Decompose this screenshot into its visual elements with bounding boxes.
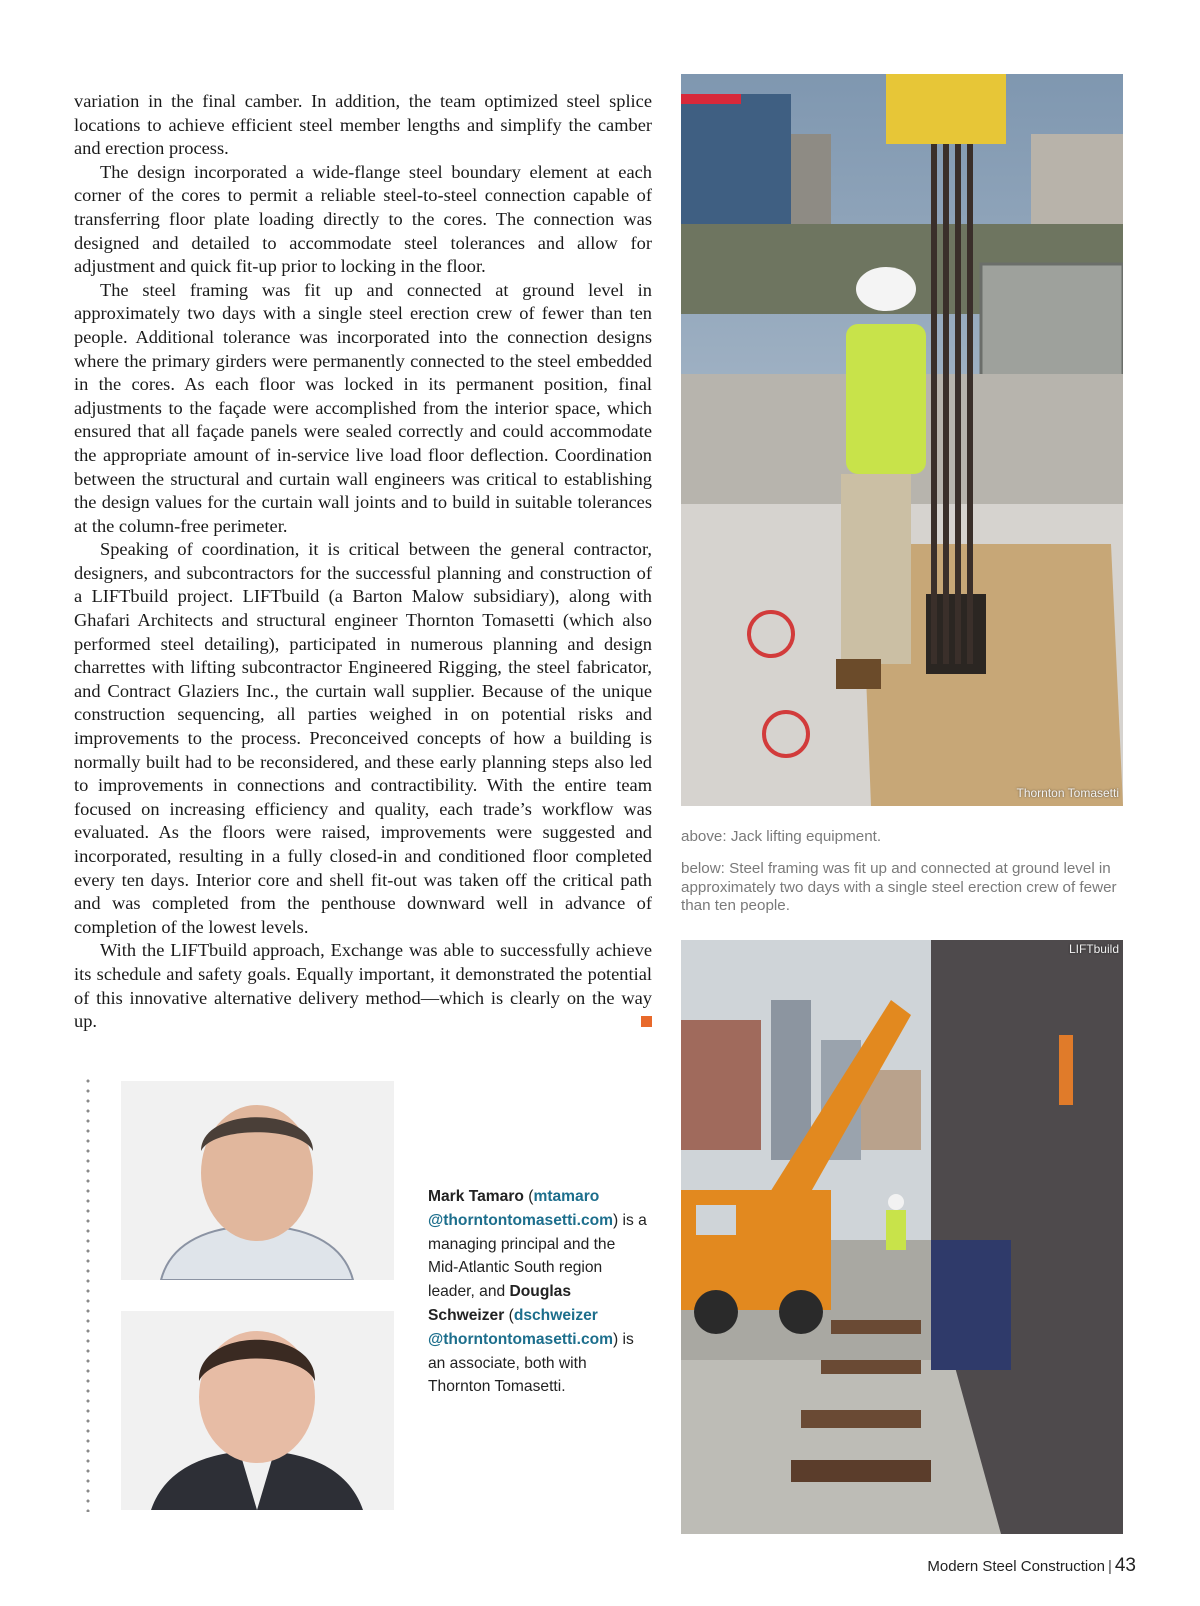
photo-credit: LIFTbuild: [1068, 942, 1119, 956]
steel-framing-illustration: [681, 940, 1123, 1534]
end-of-article-mark: [641, 1016, 652, 1027]
photo-credit: Thornton Tomasetti: [1016, 786, 1119, 800]
name-part: Schweizer: [428, 1306, 505, 1324]
author-role: is a managing principal and the Mid-Atlantic South region leader, and: [428, 1211, 647, 1301]
email-part: @thorntontomasetti.com: [428, 1330, 614, 1348]
paragraph-text: With the LIFTbuild approach, Exchange was able to successfully achieve its schedule and safety goals. Equally important, it demonstrated the potential of this innovative alternative delivery method—which is clearly on the way up.: [74, 940, 652, 1032]
headshot-illustration: [121, 1081, 394, 1280]
email-part: @thorntontomasetti.com: [428, 1211, 614, 1229]
author-bio: Mark Tamaro (mtamaro @thorntontomasetti.com) is a managing principal and the Mid-Atlantic South region leader, and Douglas Schweizer (dschweizer @thorntontomasetti.com) is an associate, both with Thornton Tomasetti.: [428, 1188, 647, 1396]
dotted-rule: [86, 1076, 90, 1512]
footer-divider: |: [1107, 1558, 1112, 1575]
author-name: Mark Tamaro: [428, 1188, 524, 1205]
author-photo-tamaro: [121, 1081, 394, 1280]
caption-above: above: Jack lifting equipment.: [681, 828, 882, 845]
email-part: mtamaro: [533, 1188, 600, 1205]
caption-below: below: Steel framing was fit up and connected at ground level in approximately two days with a single steel erection crew of fewer than ten people.: [681, 860, 1117, 915]
email-part: dschweizer: [513, 1306, 598, 1324]
paragraph: The steel framing was fit up and connected at ground level in approximately two days with a single steel erection crew of fewer than ten people. Additional tolerance was incorporated into the connection designs where the primary girders were permanently connected to the steel embedded in the cores. As each floor was locked in its permanent position, final adjustments to the façade were accomplished from the interior space, which ensured that all façade panels were sealed correctly and could accommodate the appropriate amount of in-service live load floor deflection. Coordination between the structural and curtain wall engineers was critical to establishing the design values for the curtain wall joints and to build in suitable tolerances at the column-free perimeter.: [74, 279, 652, 536]
publication-name: Modern Steel Construction: [927, 1558, 1105, 1575]
name-part: Douglas: [509, 1283, 572, 1301]
page-number: 43: [1114, 1555, 1136, 1576]
author-role: is an associate, both with Thornton Tomasetti.: [428, 1330, 634, 1396]
article-body: [74, 90, 652, 1034]
jack-lifting-illustration: [681, 74, 1123, 806]
paragraph-last: [74, 939, 652, 1033]
page-footer: [927, 1555, 1136, 1577]
author-photo-schweizer: [121, 1311, 394, 1510]
paragraph: Speaking of coordination, it is critical between the general contractor, designers, and subcontractors for the successful planning and construction of a LIFTbuild project. LIFTbuild (a Barton Malow subsidiary), along with Ghafari Architects and structural engineer Thornton Tomasetti (which also performed steel detailing), participated in numerous planning and design charrettes with lifting subcontractor Engineered Rigging, the steel fabricator, and Contract Glaziers Inc., the curtain wall supplier. Because of the unique construction sequencing, all parties weighed in on potential risks and improvements to the process. Preconceived concepts of how a building is normally built had to be reconsidered, and these early planning steps also led to improvements in connections and contractibility. With the entire team focused on increasing efficiency and quality, each trade’s workflow was evaluated. As the floors were raised, improvements were suggested and incorporated, resulting in a fully closed-in and conditioned floor completed every ten days. Interior core and shell fit-out was taken off the critical path and was completed from the penthouse downward well in advance of completion of the lowest levels.: [74, 539, 652, 937]
paragraph: variation in the final camber. In addition, the team optimized steel splice locations to achieve efficient steel member lengths and simplify the camber and erection process.: [74, 91, 652, 159]
photo-jack-lifting: [681, 74, 1123, 806]
photo-steel-framing: [681, 940, 1123, 1534]
headshot-illustration: [121, 1311, 394, 1510]
paragraph: The design incorporated a wide-flange steel boundary element at each corner of the cores to permit a reliable steel-to-steel connection capable of transferring floor plate loading directly to the cores. The connection was designed and detailed to accommodate steel tolerances and allow for adjustment and quick fit-up prior to locking in the floor.: [74, 161, 652, 277]
